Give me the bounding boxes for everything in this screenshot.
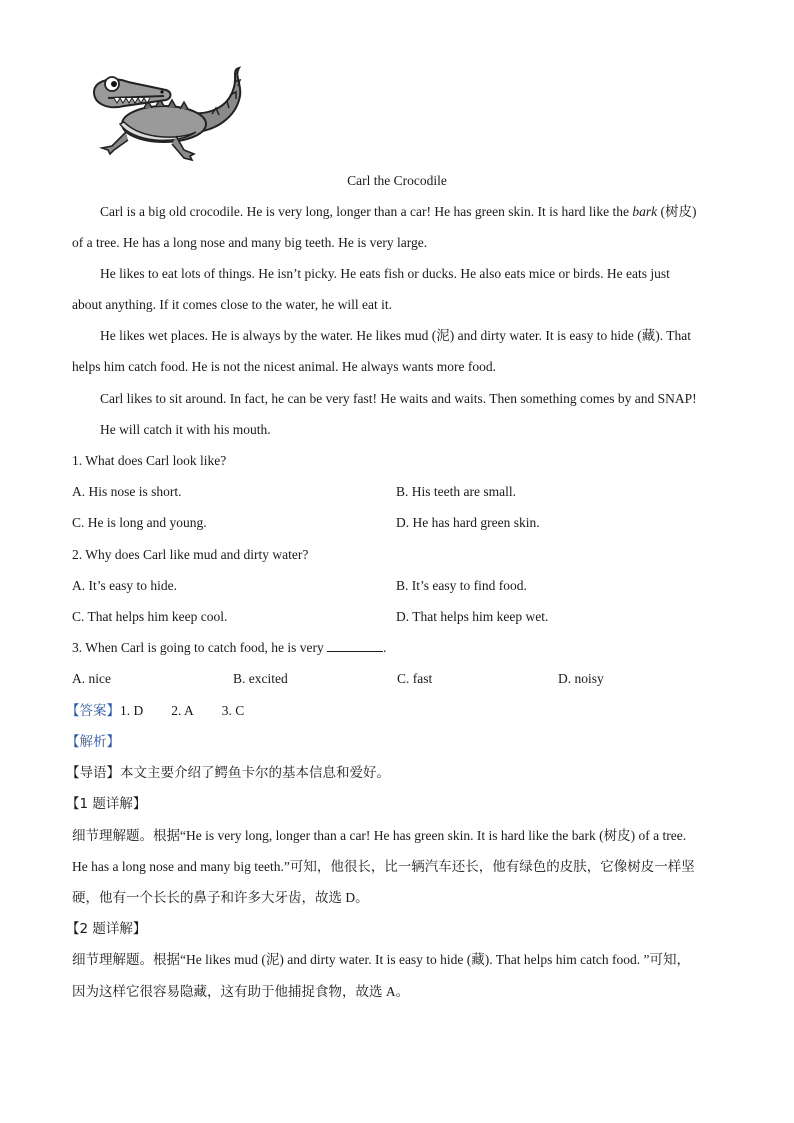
question-1-stem: 1. What does Carl look like? — [72, 453, 227, 468]
q2-detail-line: 因为这样它很容易隐藏，这有助于他捕捉食物，故选 A。 — [72, 984, 410, 999]
q2-option-d: D. That helps him keep wet. — [396, 609, 549, 624]
answer-label: 【答案】 — [66, 703, 120, 719]
answer-blank — [327, 639, 383, 652]
passage-text: Carl is a big old crocodile. He is very long, longer than a car! He has green skin. It is hard like the — [100, 204, 633, 219]
passage-line: about anything. If it comes close to the water, he will eat it. — [72, 297, 392, 312]
passage-line: helps him catch food. He is not the nicest animal. He always wants more food. — [72, 359, 497, 374]
passage-line: of a tree. He has a long nose and many big teeth. He is very large. — [72, 235, 428, 250]
q1-option-b: B. His teeth are small. — [396, 484, 516, 499]
passage-title: Carl the Crocodile — [347, 173, 447, 188]
answer-line — [66, 701, 244, 721]
question-3-end: . — [383, 640, 387, 655]
analysis-label: 【解析】 — [66, 734, 120, 750]
q1-detail-label: 【1 题详解】 — [66, 796, 147, 812]
q2-detail-line: 细节理解题。根据“He likes mud (泥) and dirty water. It is easy to hide (藏). That helps him catch food. ”可知， — [72, 952, 691, 967]
passage-text: (树皮) — [657, 204, 697, 219]
passage-line: He likes wet places. He is always by the water. He likes mud (泥) and dirty water. It is easy to hide (藏). That — [100, 328, 691, 343]
passage-italic-word: bark — [632, 204, 658, 219]
guide-line — [66, 763, 390, 783]
answer-3: 3. C — [221, 703, 245, 718]
question-2-stem: 2. Why does Carl like mud and dirty water? — [72, 547, 309, 562]
passage-line: Carl likes to sit around. In fact, he can be very fast! He waits and waits. Then something comes by and SNAP! — [100, 391, 697, 406]
q2-option-b: B. It’s easy to find food. — [396, 578, 527, 593]
q3-option-b: B. excited — [233, 671, 288, 686]
guide-text: 本文主要介绍了鳄鱼卡尔的基本信息和爱好。 — [120, 765, 390, 781]
answer-2: 2. A — [171, 703, 194, 718]
q1-detail-line: 硬，他有一个长长的鼻子和许多大牙齿，故选 D。 — [72, 890, 369, 905]
q2-option-a: A. It’s easy to hide. — [72, 578, 177, 593]
question-3-text: 3. When Carl is going to catch food, he is very — [72, 640, 328, 655]
crocodile-illustration — [84, 62, 254, 162]
q3-option-d: D. noisy — [558, 671, 604, 686]
q1-option-d: D. He has hard green skin. — [396, 515, 540, 530]
answer-1: 1. D — [120, 703, 144, 718]
q3-option-c: C. fast — [397, 671, 433, 686]
q2-option-c: C. That helps him keep cool. — [72, 609, 228, 624]
q1-detail-line: He has a long nose and many big teeth.”可知，他很长，比一辆汽车还长，他有绿色的皮肤，它像树皮一样坚 — [72, 859, 695, 874]
q1-detail-line: 细节理解题。根据“He is very long, longer than a car! He has green skin. It is hard like the bark (树皮) of a tree. — [72, 828, 687, 843]
question-3-stem — [72, 638, 386, 658]
q1-option-c: C. He is long and young. — [72, 515, 207, 530]
guide-label: 【导语】 — [66, 765, 120, 781]
passage-line: He will catch it with his mouth. — [100, 422, 271, 437]
passage-line: He likes to eat lots of things. He isn’t picky. He eats fish or ducks. He also eats mice or birds. He eats just — [100, 266, 670, 281]
q2-detail-label: 【2 题详解】 — [66, 921, 147, 937]
q1-option-a: A. His nose is short. — [72, 484, 182, 499]
passage-line — [100, 202, 696, 222]
q3-option-a: A. nice — [72, 671, 111, 686]
